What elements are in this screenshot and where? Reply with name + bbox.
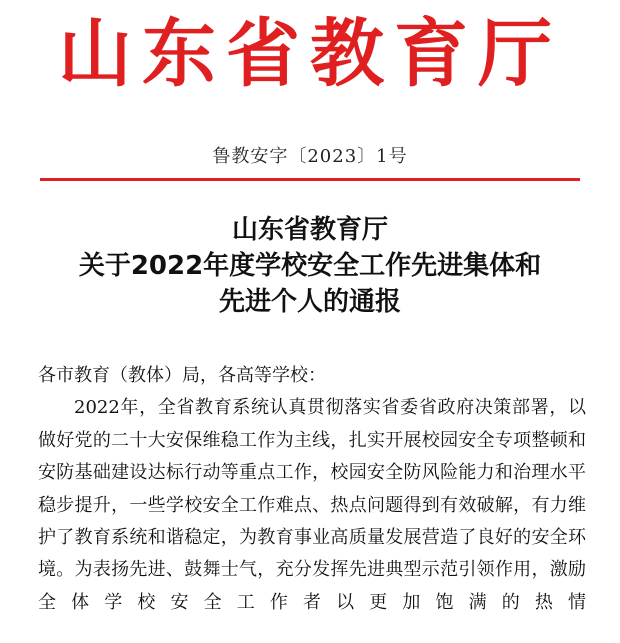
document-number: 鲁教安字〔2023〕1号 [212,146,408,167]
notice-title [0,212,620,320]
salutation: 各市教育（教体）局，各高等学校： [38,365,326,386]
notice-body [38,360,586,619]
notice-title-line-3: 先进个人的通报 [218,287,401,317]
masthead-title: 山东省教育厅 [58,11,562,97]
red-divider [40,178,580,181]
body-paragraph: 2022年，全省教育系统认真贯彻落实省委省政府决策部署，以做好党的二十大安保维稳工作为主线，扎实开展校园安全专项整顿和安防基础建设达标行动等重点工作，校园安全防风险能力和治理水平稳步提升，一些学校安全工作难点、热点问题得到有效破解，有力维护了教育系统和谐稳定，为教育事业高质量发展营造了良好的安全环境。为表扬先进、鼓舞士气，充分发挥先进典型示范引领作用，激励全体学校安全工作者以更加饱满的热情 [38,397,586,613]
notice-title-line-1: 山东省教育厅 [231,215,388,245]
notice-title-line-2: 关于2022年度学校安全工作先进集体和 [78,251,542,281]
